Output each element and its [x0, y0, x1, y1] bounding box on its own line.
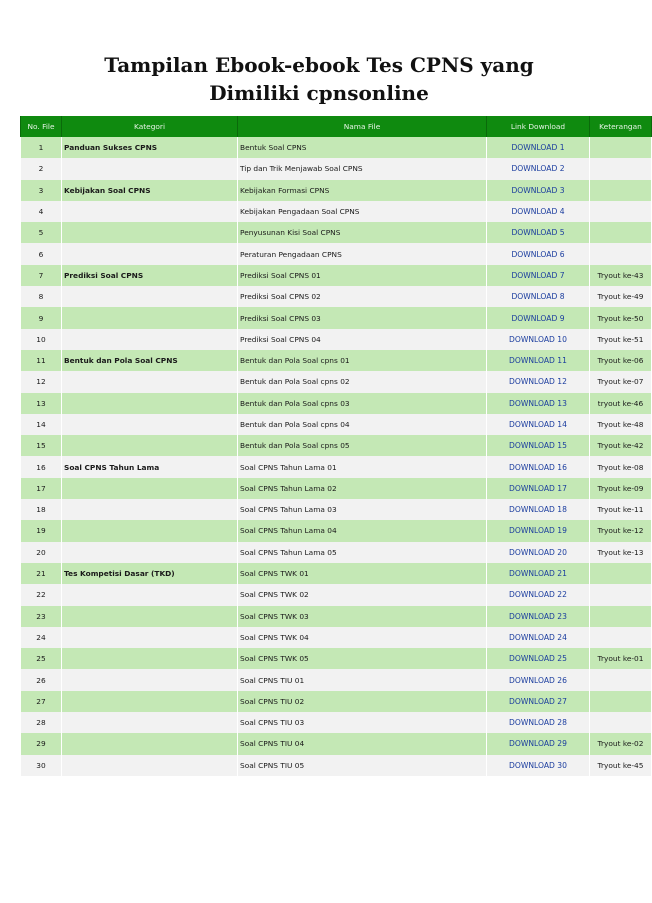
cell-link-download [487, 478, 590, 499]
table-row [21, 669, 652, 690]
cell-kategori [62, 584, 238, 605]
cell-no: 15 [21, 435, 62, 456]
cell-no: 23 [21, 606, 62, 627]
download-link[interactable]: DOWNLOAD 4 [511, 207, 565, 217]
cell-link-download [487, 350, 590, 371]
download-link[interactable]: DOWNLOAD 7 [511, 270, 565, 280]
table-row [21, 222, 652, 243]
cell-no: 19 [21, 520, 62, 541]
cell-link-download [487, 137, 590, 158]
table-row [21, 733, 652, 754]
download-link[interactable]: DOWNLOAD 6 [511, 249, 565, 259]
cell-kategori: Panduan Sukses CPNS [62, 137, 238, 158]
title-line-2: Dimiliki cpnsonline [209, 81, 429, 106]
cell-keterangan [590, 712, 652, 733]
table-row [21, 435, 652, 456]
cell-kategori [62, 499, 238, 520]
cell-keterangan [590, 563, 652, 584]
title-line-1: Tampilan Ebook-ebook Tes CPNS yang [104, 53, 534, 78]
table-row [21, 648, 652, 669]
download-link[interactable]: DOWNLOAD 13 [509, 398, 567, 408]
cell-keterangan [590, 691, 652, 712]
table-body [21, 137, 652, 776]
table-header-row [21, 116, 652, 137]
cell-nama-file: Soal CPNS TIU 01 [238, 669, 487, 690]
download-link[interactable]: DOWNLOAD 24 [509, 632, 567, 642]
cell-link-download [487, 393, 590, 414]
table-row [21, 478, 652, 499]
cell-link-download [487, 158, 590, 179]
cell-link-download [487, 329, 590, 350]
cell-kategori: Bentuk dan Pola Soal CPNS [62, 350, 238, 371]
cell-nama-file: Soal CPNS TWK 01 [238, 563, 487, 584]
download-link[interactable]: DOWNLOAD 9 [511, 313, 565, 323]
cell-nama-file: Soal CPNS TIU 04 [238, 733, 487, 754]
cell-kategori [62, 627, 238, 648]
cell-no: 3 [21, 180, 62, 201]
table-row [21, 393, 652, 414]
cell-kategori [62, 712, 238, 733]
cell-no: 28 [21, 712, 62, 733]
download-link[interactable]: DOWNLOAD 16 [509, 462, 567, 472]
table-row [21, 691, 652, 712]
cell-link-download [487, 435, 590, 456]
cell-link-download [487, 627, 590, 648]
cell-nama-file: Prediksi Soal CPNS 01 [238, 265, 487, 286]
cell-keterangan: Tryout ke-43 [590, 265, 652, 286]
table-row [21, 307, 652, 328]
cell-keterangan: Tryout ke-08 [590, 456, 652, 477]
download-link[interactable]: DOWNLOAD 19 [509, 526, 567, 536]
cell-link-download [487, 456, 590, 477]
ebook-table [20, 116, 652, 776]
cell-kategori [62, 435, 238, 456]
table-row [21, 265, 652, 286]
cell-link-download [487, 222, 590, 243]
table-row [21, 414, 652, 435]
cell-no: 22 [21, 584, 62, 605]
cell-nama-file: Bentuk dan Pola Soal cpns 03 [238, 393, 487, 414]
cell-no: 20 [21, 542, 62, 563]
cell-no: 8 [21, 286, 62, 307]
cell-nama-file: Kebijakan Pengadaan Soal CPNS [238, 201, 487, 222]
cell-nama-file: Soal CPNS Tahun Lama 05 [238, 542, 487, 563]
column-header-keterangan: Keterangan [590, 116, 652, 137]
cell-no: 16 [21, 456, 62, 477]
cell-kategori [62, 222, 238, 243]
download-link[interactable]: DOWNLOAD 25 [509, 654, 567, 664]
table-row [21, 456, 652, 477]
cell-link-download [487, 286, 590, 307]
cell-no: 10 [21, 329, 62, 350]
cell-kategori [62, 733, 238, 754]
table-row [21, 755, 652, 776]
cell-nama-file: Bentuk Soal CPNS [238, 137, 487, 158]
table-row [21, 201, 652, 222]
cell-no: 6 [21, 243, 62, 264]
column-header-kategori: Kategori [62, 116, 238, 137]
table-row [21, 350, 652, 371]
cell-kategori [62, 520, 238, 541]
table-row [21, 627, 652, 648]
cell-nama-file: Penyusunan Kisi Soal CPNS [238, 222, 487, 243]
cell-kategori [62, 648, 238, 669]
cell-link-download [487, 712, 590, 733]
cell-nama-file: Soal CPNS TWK 04 [238, 627, 487, 648]
table-row [21, 371, 652, 392]
download-link[interactable]: DOWNLOAD 30 [509, 760, 567, 770]
cell-kategori [62, 669, 238, 690]
table-row [21, 243, 652, 264]
download-link[interactable]: DOWNLOAD 10 [509, 334, 567, 344]
cell-no: 12 [21, 371, 62, 392]
download-link[interactable]: DOWNLOAD 18 [509, 505, 567, 515]
download-link[interactable]: DOWNLOAD 14 [509, 420, 567, 429]
cell-no: 11 [21, 350, 62, 371]
cell-kategori [62, 371, 238, 392]
cell-nama-file: Soal CPNS TWK 05 [238, 648, 487, 669]
cell-nama-file: Soal CPNS Tahun Lama 01 [238, 456, 487, 477]
download-link[interactable]: DOWNLOAD 17 [509, 483, 567, 493]
cell-link-download [487, 414, 590, 435]
cell-kategori: Soal CPNS Tahun Lama [62, 456, 238, 477]
cell-kategori [62, 414, 238, 435]
cell-kategori: Tes Kompetisi Dasar (TKD) [62, 563, 238, 584]
table-row [21, 329, 652, 350]
cell-no: 4 [21, 201, 62, 222]
download-link[interactable]: DOWNLOAD 8 [511, 292, 565, 302]
cell-nama-file: Soal CPNS TWK 03 [238, 606, 487, 627]
column-header-nama-file: Nama File [238, 116, 487, 137]
download-link[interactable]: DOWNLOAD 22 [509, 590, 567, 600]
download-link[interactable]: DOWNLOAD 15 [509, 441, 567, 451]
cell-keterangan: Tryout ke-42 [590, 435, 652, 456]
cell-keterangan: Tryout ke-51 [590, 329, 652, 350]
cell-no: 7 [21, 265, 62, 286]
cell-nama-file: Bentuk dan Pola Soal cpns 04 [238, 414, 487, 435]
table-row [21, 180, 652, 201]
cell-no: 26 [21, 669, 62, 690]
table-row [21, 712, 652, 733]
cell-kategori [62, 307, 238, 328]
download-link[interactable]: DOWNLOAD 27 [509, 696, 567, 706]
cell-kategori [62, 243, 238, 264]
cell-keterangan: Tryout ke-07 [590, 371, 652, 392]
cell-kategori [62, 755, 238, 776]
page-title [0, 51, 638, 107]
cell-kategori [62, 329, 238, 350]
cell-link-download [487, 520, 590, 541]
download-link[interactable]: DOWNLOAD 26 [509, 675, 567, 685]
download-link[interactable]: DOWNLOAD 29 [509, 739, 567, 749]
cell-link-download [487, 733, 590, 754]
cell-no: 14 [21, 414, 62, 435]
cell-no: 5 [21, 222, 62, 243]
cell-link-download [487, 180, 590, 201]
cell-no: 25 [21, 648, 62, 669]
cell-no: 9 [21, 307, 62, 328]
cell-nama-file: Soal CPNS Tahun Lama 02 [238, 478, 487, 499]
cell-link-download [487, 648, 590, 669]
cell-no: 30 [21, 755, 62, 776]
cell-keterangan [590, 669, 652, 690]
cell-keterangan: Tryout ke-11 [590, 499, 652, 520]
cell-no: 27 [21, 691, 62, 712]
cell-no: 21 [21, 563, 62, 584]
cell-link-download [487, 307, 590, 328]
table-row [21, 286, 652, 307]
cell-keterangan [590, 180, 652, 201]
cell-nama-file: Prediksi Soal CPNS 03 [238, 307, 487, 328]
download-link[interactable]: DOWNLOAD 28 [509, 718, 567, 728]
cell-nama-file: Soal CPNS TIU 05 [238, 755, 487, 776]
table-row [21, 520, 652, 541]
download-link[interactable]: DOWNLOAD 20 [509, 547, 567, 557]
cell-kategori [62, 201, 238, 222]
cell-keterangan: Tryout ke-50 [590, 307, 652, 328]
cell-keterangan [590, 158, 652, 179]
cell-kategori: Kebijakan Soal CPNS [62, 180, 238, 201]
cell-nama-file: Soal CPNS Tahun Lama 03 [238, 499, 487, 520]
cell-nama-file: Prediksi Soal CPNS 02 [238, 286, 487, 307]
cell-nama-file: Kebijakan Formasi CPNS [238, 180, 487, 201]
download-link[interactable]: DOWNLOAD 1 [511, 143, 565, 153]
cell-keterangan: tryout ke-46 [590, 393, 652, 414]
cell-link-download [487, 755, 590, 776]
cell-keterangan [590, 243, 652, 264]
cell-keterangan: Tryout ke-06 [590, 350, 652, 371]
cell-kategori [62, 691, 238, 712]
cell-no: 2 [21, 158, 62, 179]
cell-no: 17 [21, 478, 62, 499]
cell-link-download [487, 542, 590, 563]
cell-kategori [62, 542, 238, 563]
download-link[interactable]: DOWNLOAD 5 [511, 228, 565, 238]
download-link[interactable]: DOWNLOAD 21 [509, 569, 567, 579]
cell-keterangan: Tryout ke-09 [590, 478, 652, 499]
cell-keterangan: Tryout ke-48 [590, 414, 652, 435]
download-link[interactable]: DOWNLOAD 11 [509, 356, 567, 366]
cell-link-download [487, 371, 590, 392]
cell-link-download [487, 691, 590, 712]
table-row [21, 158, 652, 179]
cell-no: 24 [21, 627, 62, 648]
cell-nama-file: Soal CPNS Tahun Lama 04 [238, 520, 487, 541]
cell-no: 1 [21, 137, 62, 158]
download-link[interactable]: DOWNLOAD 23 [509, 611, 567, 621]
cell-link-download [487, 201, 590, 222]
cell-keterangan: Tryout ke-49 [590, 286, 652, 307]
cell-kategori [62, 158, 238, 179]
cell-kategori [62, 286, 238, 307]
download-link[interactable]: DOWNLOAD 12 [509, 377, 567, 387]
cell-link-download [487, 584, 590, 605]
cell-link-download [487, 669, 590, 690]
cell-link-download [487, 243, 590, 264]
cell-no: 29 [21, 733, 62, 754]
table-row [21, 584, 652, 605]
cell-no: 18 [21, 499, 62, 520]
cell-nama-file: Soal CPNS TIU 03 [238, 712, 487, 733]
cell-keterangan [590, 584, 652, 605]
cell-link-download [487, 265, 590, 286]
cell-keterangan [590, 137, 652, 158]
column-header-link-download: Link Download [487, 116, 590, 137]
cell-keterangan [590, 606, 652, 627]
download-link[interactable]: DOWNLOAD 2 [511, 164, 565, 174]
cell-nama-file: Bentuk dan Pola Soal cpns 02 [238, 371, 487, 392]
cell-kategori [62, 393, 238, 414]
cell-kategori: Prediksi Soal CPNS [62, 265, 238, 286]
cell-keterangan: Tryout ke-45 [590, 755, 652, 776]
table-row [21, 542, 652, 563]
table-row [21, 499, 652, 520]
table-row [21, 606, 652, 627]
cell-nama-file: Soal CPNS TWK 02 [238, 584, 487, 605]
column-header-no: No. File [21, 116, 62, 137]
cell-link-download [487, 499, 590, 520]
cell-nama-file: Tip dan Trik Menjawab Soal CPNS [238, 158, 487, 179]
cell-keterangan: Tryout ke-12 [590, 520, 652, 541]
cell-keterangan [590, 222, 652, 243]
cell-nama-file: Soal CPNS TIU 02 [238, 691, 487, 712]
cell-keterangan: Tryout ke-13 [590, 542, 652, 563]
cell-nama-file: Bentuk dan Pola Soal cpns 01 [238, 350, 487, 371]
cell-keterangan: Tryout ke-01 [590, 648, 652, 669]
cell-link-download [487, 606, 590, 627]
cell-kategori [62, 606, 238, 627]
download-link[interactable]: DOWNLOAD 3 [511, 185, 565, 195]
table-row [21, 137, 652, 158]
cell-nama-file: Bentuk dan Pola Soal cpns 05 [238, 435, 487, 456]
cell-link-download [487, 563, 590, 584]
cell-kategori [62, 478, 238, 499]
cell-keterangan [590, 627, 652, 648]
cell-no: 13 [21, 393, 62, 414]
cell-keterangan [590, 201, 652, 222]
cell-nama-file: Prediksi Soal CPNS 04 [238, 329, 487, 350]
table-row [21, 563, 652, 584]
cell-nama-file: Peraturan Pengadaan CPNS [238, 243, 487, 264]
cell-keterangan: Tryout ke-02 [590, 733, 652, 754]
